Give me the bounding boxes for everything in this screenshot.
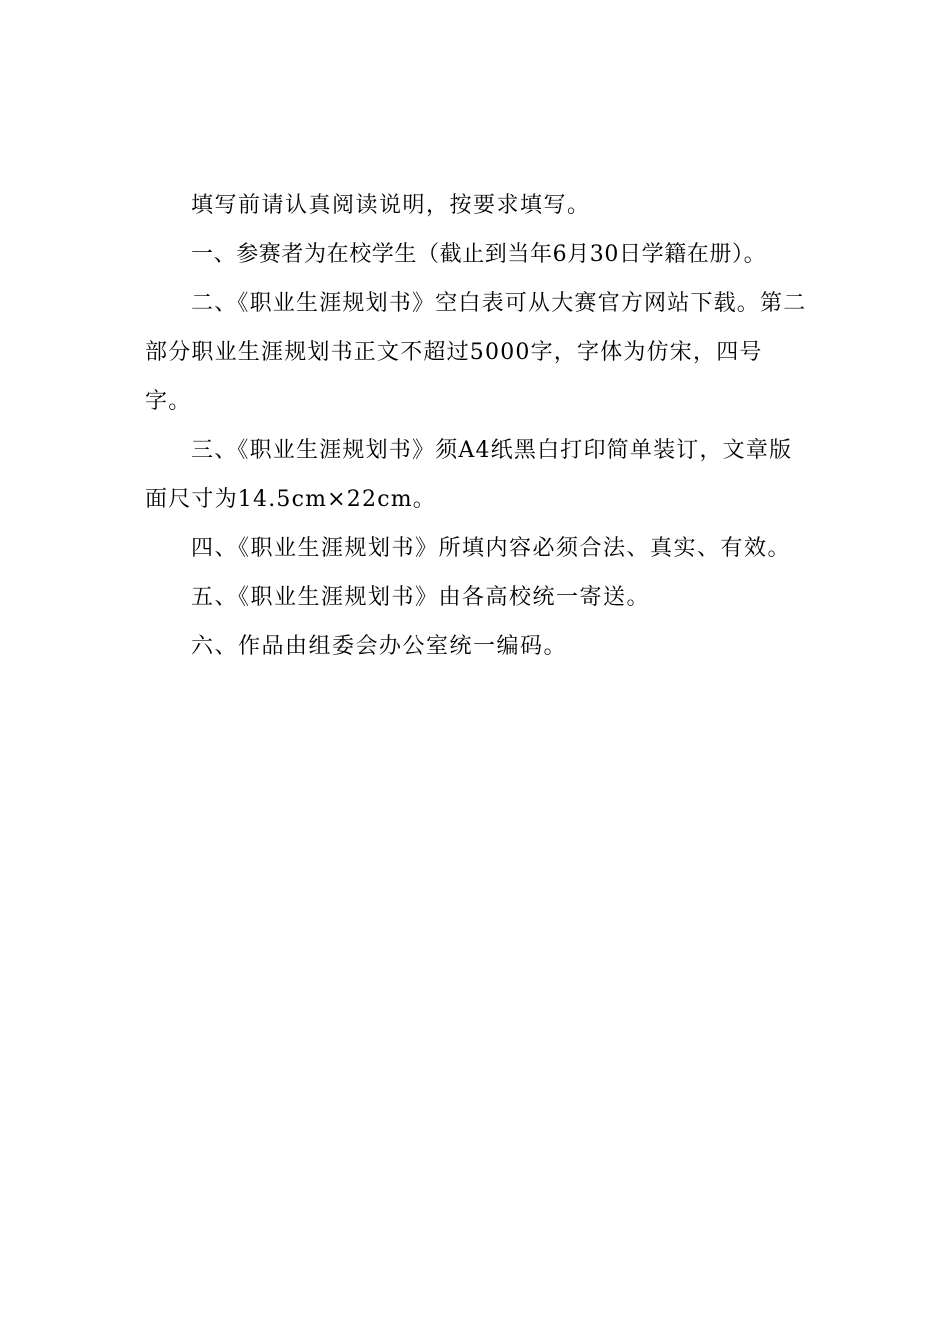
- rule-3-paragraph: 三、《职业生涯规划书》须A4纸黑白打印简单装订，文章版面尺寸为14.5cm×22cm。: [145, 438, 793, 512]
- rule-2-paragraph: 二、《职业生涯规划书》空白表可从大赛官方网站下载。第二部分职业生涯规划书正文不超过5000字，字体为仿宋，四号字。: [145, 291, 807, 414]
- intro-paragraph: 填写前请认真阅读说明，按要求填写。: [191, 193, 591, 218]
- rule-4-paragraph: 四、《职业生涯规划书》所填内容必须合法、真实、有效。: [191, 536, 792, 561]
- rule-5-paragraph: 五、《职业生涯规划书》由各高校统一寄送。: [191, 585, 651, 610]
- rule-6-paragraph: 六、作品由组委会办公室统一编码。: [191, 634, 568, 659]
- rule-1-paragraph: 一、参赛者为在校学生（截止到当年6月30日学籍在册）。: [191, 242, 767, 267]
- instructions-body: [145, 181, 807, 671]
